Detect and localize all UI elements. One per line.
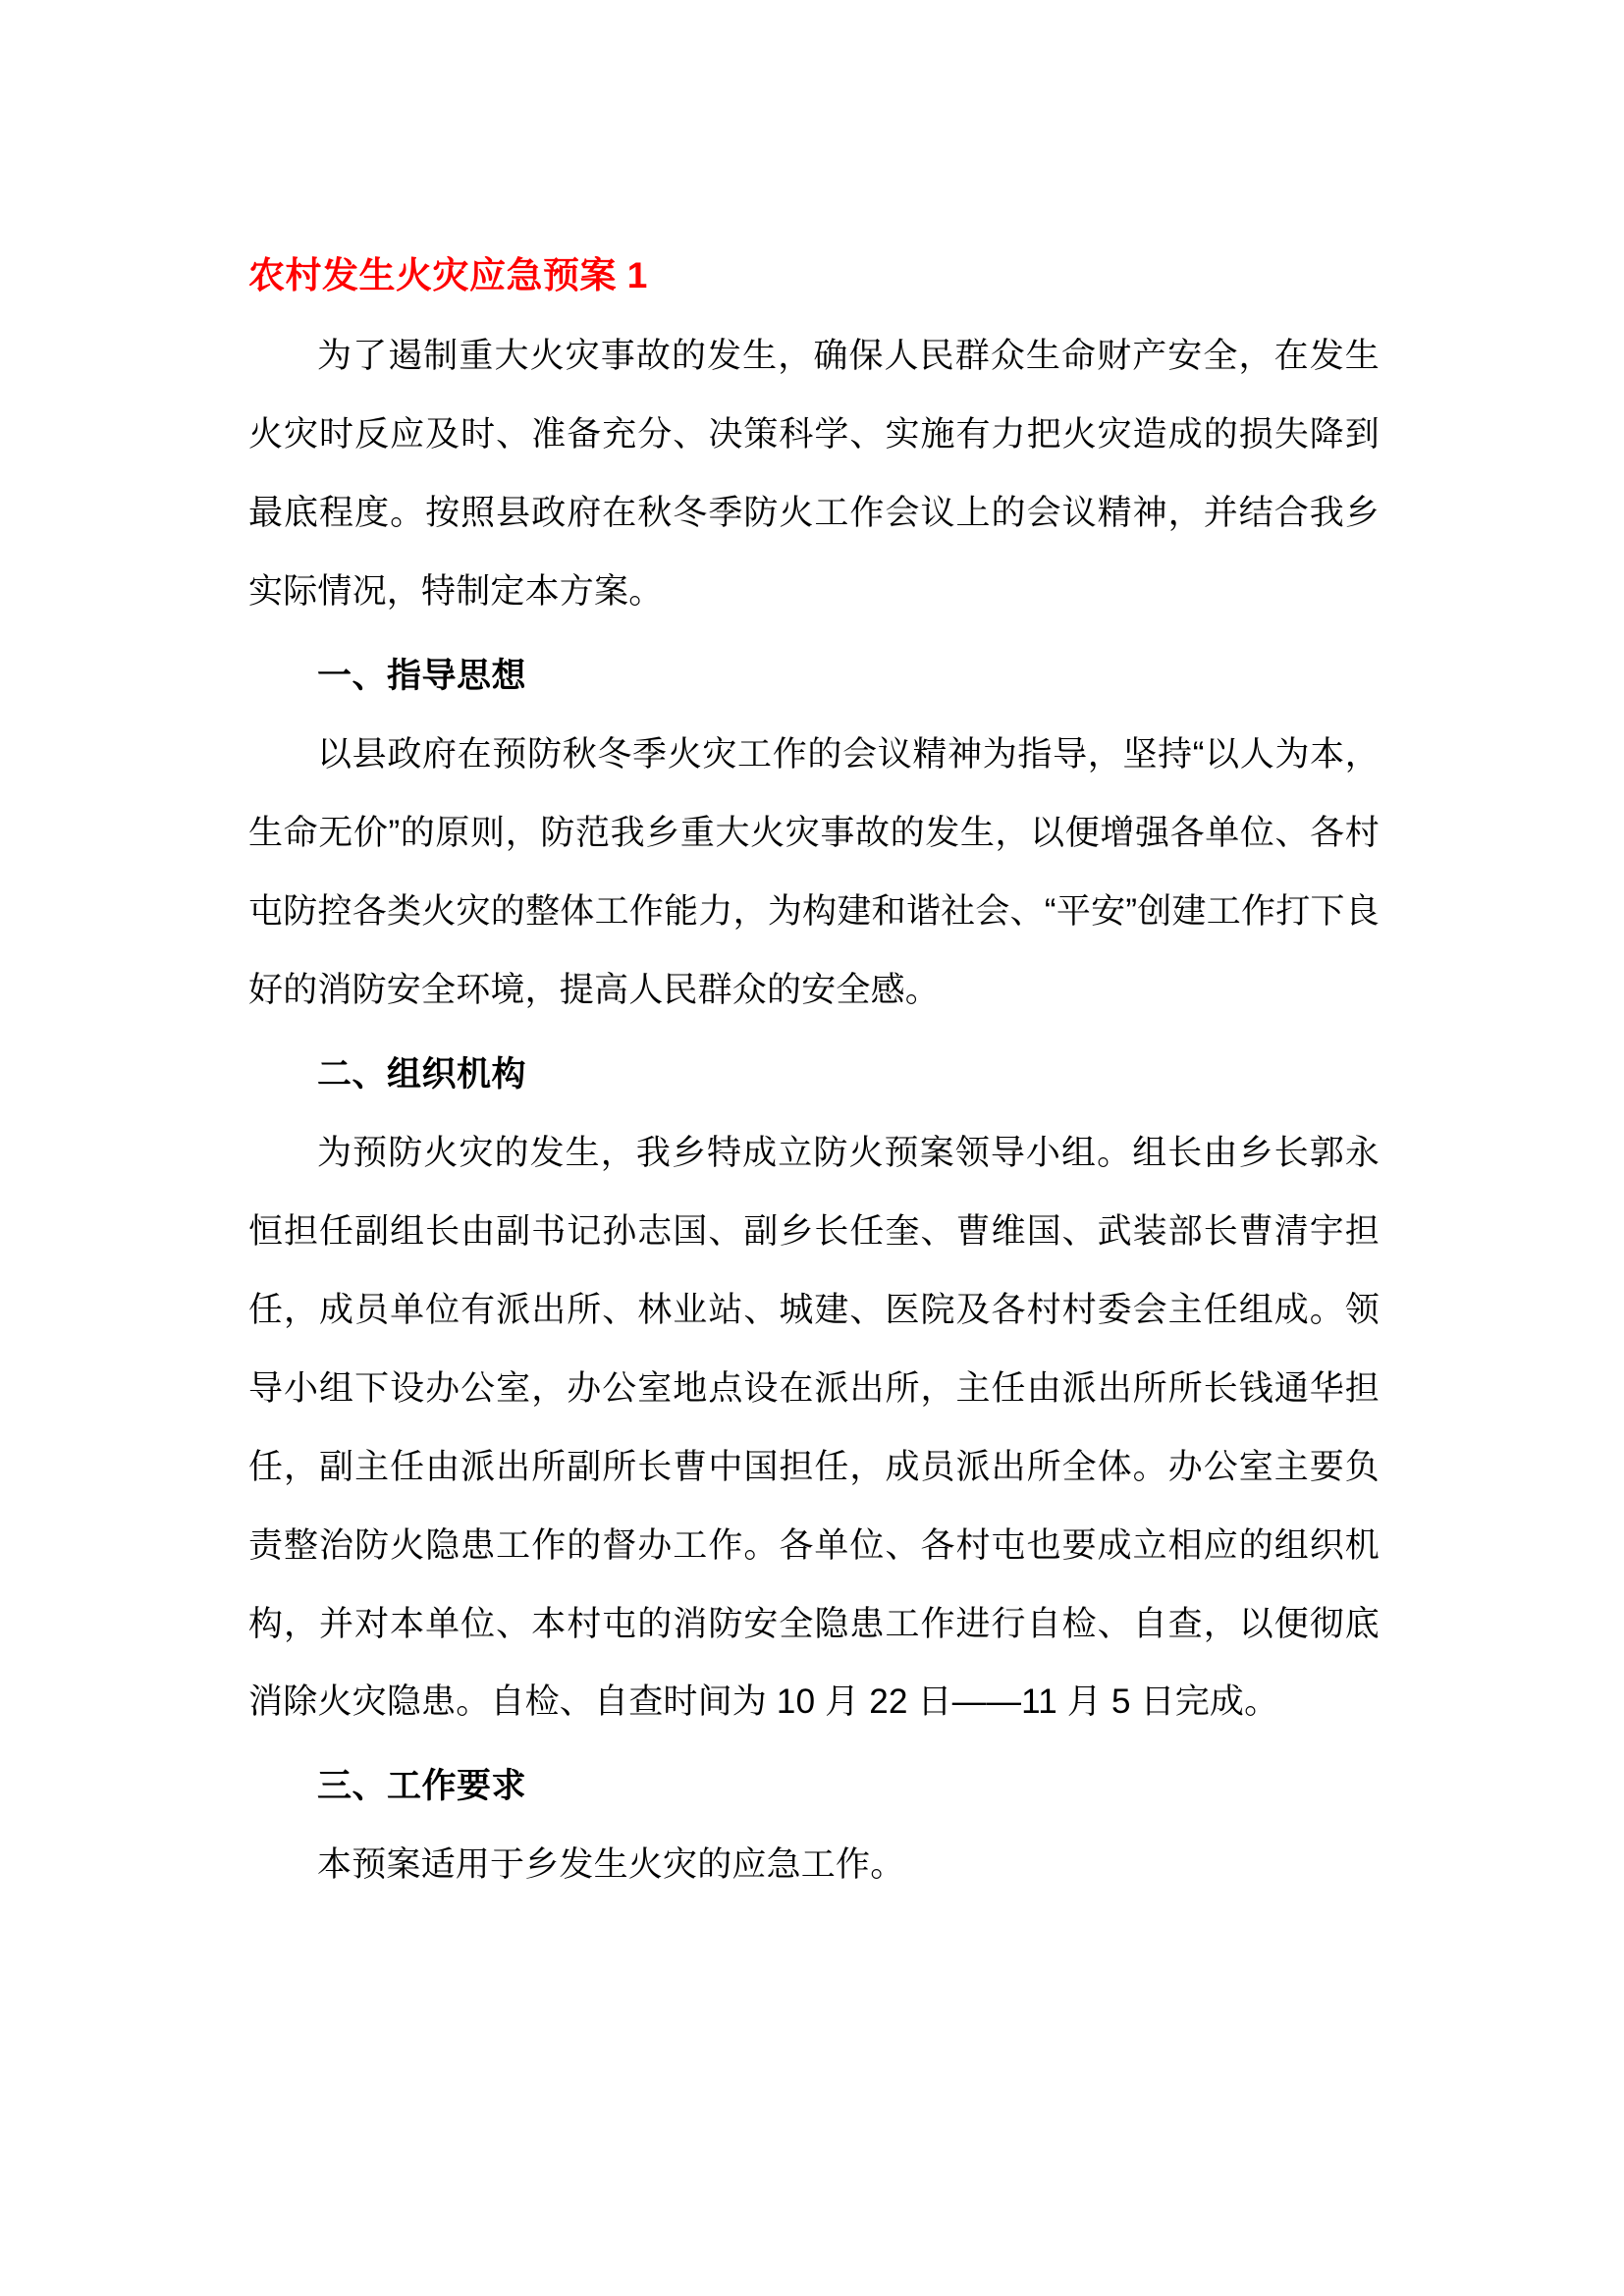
section-heading-1: 一、指导思想 bbox=[317, 657, 527, 696]
section-heading-3: 三、工作要求 bbox=[317, 1767, 527, 1806]
section-heading-2: 二、组织机构 bbox=[317, 1054, 527, 1094]
section-paragraph-1: 以县政府在预防秋冬季火灾工作的会议精神为指导，坚持“以人为本，生命无价”的原则，防范我乡重大火灾事故的发生，以便增强各单位、各村屯防控各类火灾的整体工作能力，为构建和谐社会、“平安”创建工作打下良好的消防安全环境，提高人民群众的安全感。 bbox=[248, 735, 1380, 1009]
page-title: 农村发生火灾应急预案 1 bbox=[248, 255, 648, 295]
section-paragraph-3: 本预案适用于乡发生火灾的应急工作。 bbox=[317, 1845, 905, 1885]
intro-paragraph: 为了遏制重大火灾事故的发生，确保人民群众生命财产安全，在发生火灾时反应及时、准备充分、决策科学、实施有力把火灾造成的损失降到最底程度。按照县政府在秋冬季防火工作会议上的会议精神，并结合我乡实际情况，特制定本方案。 bbox=[248, 337, 1380, 612]
section-paragraph-2: 为预防火灾的发生，我乡特成立防火预案领导小组。组长由乡长郭永恒担任副组长由副书记孙志国、副乡长任奎、曹维国、武装部长曹清宇担任，成员单位有派出所、林业站、城建、医院及各村村委会主任组成。领导小组下设办公室，办公室地点设在派出所，主任由派出所所长钱通华担任，副主任由派出所副所长曹中国担任，成员派出所全体。办公室主要负责整治防火隐患工作的督办工作。各单位、各村屯也要成立相应的组织机构，并对本单位、本村屯的消防安全隐患工作进行自检、自查，以便彻底消除火灾隐患。自检、自查时间为 10 月 22 日——11 月 5 日完成。 bbox=[248, 1133, 1380, 1722]
